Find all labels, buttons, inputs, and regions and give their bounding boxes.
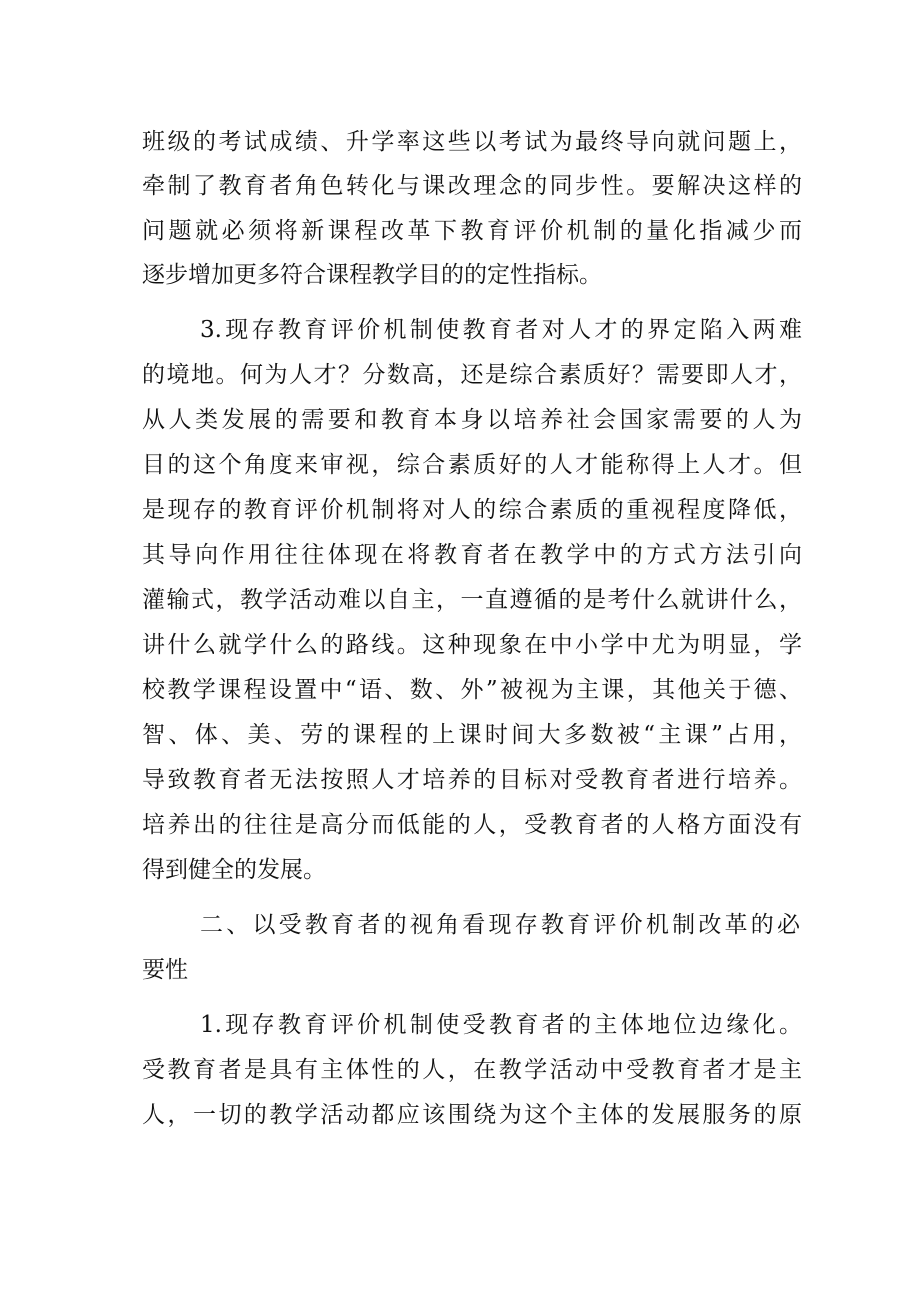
section-heading: 二、以受教育者的视角看现存教育评价机制改革的必 <box>200 912 800 938</box>
body-text-line: 问题就必须将新课程改革下教育评价机制的量化指减少而 <box>142 218 802 244</box>
body-text-line: 牵制了教育者角色转化与课改理念的同步性。要解决这样的 <box>142 173 802 199</box>
body-text-line: 人，一切的教学活动都应该围绕为这个主体的发展服务的原 <box>142 1102 802 1128</box>
body-text-line: 逐步增加更多符合课程教学目的的定性指标。 <box>142 262 602 288</box>
body-text-line: 导致教育者无法按照人才培养的目标对受教育者进行培养。 <box>142 767 802 793</box>
body-text-line: 受教育者是具有主体性的人，在教学活动中受教育者才是主 <box>142 1057 802 1083</box>
section-heading: 要性 <box>142 957 188 983</box>
body-text-line: 的境地。何为人才？分数高，还是综合素质好？需要即人才， <box>142 362 802 388</box>
body-text-line: 1.现存教育评价机制使受教育者的主体地位边缘化。 <box>200 1012 802 1038</box>
body-text-line: 得到健全的发展。 <box>142 857 326 883</box>
body-text-line: 从人类发展的需要和教育本身以培养社会国家需要的人为 <box>142 407 802 433</box>
body-text-line: 其导向作用往往体现在将教育者在教学中的方式方法引向 <box>142 542 802 568</box>
body-text-line: 3.现存教育评价机制使教育者对人才的界定陷入两难 <box>200 317 802 343</box>
body-text-line: 目的这个角度来审视，综合素质好的人才能称得上人才。但 <box>142 452 802 478</box>
body-text-line: 讲什么就学什么的路线。这种现象在中小学中尤为明显，学 <box>142 632 802 658</box>
body-text-line: 校教学课程设置中“语、数、外”被视为主课，其他关于德、 <box>142 677 802 703</box>
body-text-line: 是现存的教育评价机制将对人的综合素质的重视程度降低， <box>142 497 802 523</box>
body-text-line: 培养出的往往是高分而低能的人，受教育者的人格方面没有 <box>142 812 802 838</box>
body-text-line: 智、体、美、劳的课程的上课时间大多数被“主课”占用， <box>142 722 802 748</box>
body-text-line: 班级的考试成绩、升学率这些以考试为最终导向就问题上， <box>142 129 802 155</box>
body-text-line: 灌输式，教学活动难以自主，一直遵循的是考什么就讲什么， <box>142 587 802 613</box>
